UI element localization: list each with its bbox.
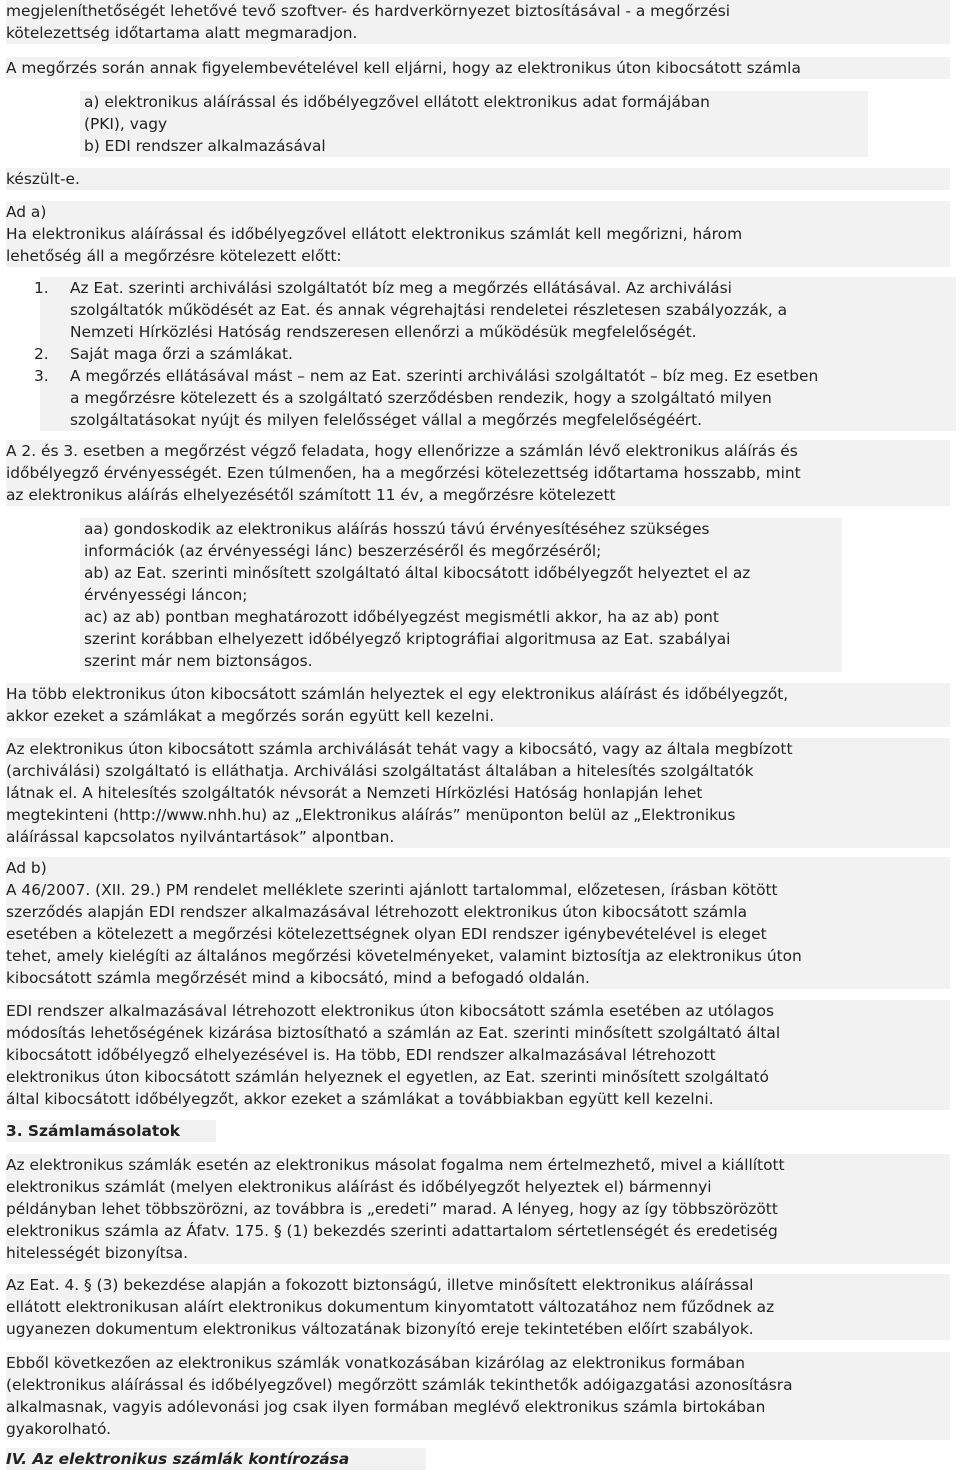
text-line: akkor ezeket a számlákat a megőrzés során együtt kell kezelni. (6, 707, 495, 725)
text-line: EDI rendszer alkalmazásával létrehozott elektronikus úton kibocsátott számla esetében az utólagos (6, 1002, 775, 1020)
ad-a-title: Ad a) (6, 203, 47, 221)
list-item (34, 277, 956, 343)
text-line: hitelességét bizonyítsa. (6, 1244, 189, 1262)
text-line: Saját maga őrzi a számlákat. (70, 345, 293, 363)
text-line: készült-e. (6, 170, 80, 188)
sublist-line: ab) az Eat. szerinti minősített szolgáltató által kibocsátott időbélyegzőt helyeztet el az (84, 564, 751, 582)
text-line: elektronikus úton kibocsátott számlán helyeznek el egyetlen, az Eat. szerinti minősített szolgáltató (6, 1068, 769, 1086)
intro2-paragraph (6, 57, 950, 79)
text-line: esetében a kötelezett a megőrzési kötelezettségnek olyan EDI rendszer igénybevételével is eleget (6, 925, 767, 943)
list-item (34, 343, 956, 365)
text-line: az elektronikus aláírás elhelyezésétől számított 11 év, a megőrzésre kötelezett (6, 486, 616, 504)
ad-b-section (6, 857, 950, 989)
text-line: kibocsátott számla megőrzését mind a kibocsátó, mind a befogadó oldalán. (6, 969, 590, 987)
text-line: módosítás lehetőségének kizárása biztosítható a számlán az Eat. szerinti minősített szolgáltató által (6, 1024, 781, 1042)
text-line: kibocsátott időbélyegző elhelyezésével is. Ha több, EDI rendszer alkalmazásával létrehozott (6, 1046, 716, 1064)
text-line: által kibocsátott időbélyegzőt, akkor ezeket a számlákat a továbbiakban együtt kell kezelni. (6, 1090, 714, 1108)
list-item (34, 365, 956, 431)
section-heading-4 (6, 1448, 426, 1470)
text-line: alkalmasnak, vagyis adólevonási jog csak ilyen formában meglévő elektronikus számla birtokában (6, 1398, 766, 1416)
text-line: példányban lehet többszörözni, az továbbra is „eredeti” marad. A lényeg, hogy az így többszörözött (6, 1200, 778, 1218)
text-line: (elektronikus aláírással és időbélyegzővel) megőrzött számlák tekinthetők adóigazgatási azonosításra (6, 1376, 793, 1394)
intro-paragraph (6, 0, 950, 44)
sublist-line: ac) az ab) pontban meghatározott időbélyegzést megismétli akkor, ha az ab) pont (84, 608, 719, 626)
sublist-line: szerint már nem biztonságos. (84, 652, 313, 670)
sublist-line: aa) gondoskodik az elektronikus aláírás hosszú távú érvényesítéséhez szükséges (84, 520, 710, 538)
keszult-line (6, 168, 950, 190)
sublist-line: érvényességi láncon; (84, 586, 248, 604)
text-line: kötelezettség időtartama alatt megmaradjon. (6, 24, 358, 42)
text-line: Az elektronikus úton kibocsátott számla archiválását tehát vagy a kibocsátó, vagy az általa megbízott (6, 740, 793, 758)
ebbol-paragraph (6, 1352, 950, 1440)
heading-text: 3. Számlamásolatok (6, 1120, 216, 1142)
text-line: szolgáltatásokat nyújt és milyen felelősséget vállal a megőrzés megfelelőségéért. (70, 411, 703, 429)
edi-paragraph (6, 1000, 950, 1110)
text-line: ugyanezen dokumentum elektronikus változatának bizonyító ereje tekintetében előírt szabályok. (6, 1320, 754, 1338)
a23-paragraph (6, 440, 950, 506)
text-line: A 2. és 3. esetben a megőrzést végző feladata, hogy ellenőrizze a számlán lévő elektronikus aláírás és (6, 442, 798, 460)
text-line: elektronikus számla az Áfatv. 175. § (1) bekezdés szerinti adattartalom sértetlenségét és eredetiség (6, 1222, 778, 1240)
sublist-box (80, 518, 842, 672)
eat4-paragraph (6, 1274, 950, 1340)
options-box (80, 91, 868, 157)
text-line: Az Eat. szerinti archiválási szolgáltatót bíz meg a megőrzés ellátásával. Az archiválási (70, 279, 732, 297)
text-line: látnak el. A hitelesítés szolgáltatók névsorát a Nemzeti Hírközlési Hatóság honlapján lehet (6, 784, 703, 802)
numbered-list (34, 277, 956, 431)
masolat-paragraph (6, 1154, 950, 1264)
text-line: Nemzeti Hírközlési Hatóság rendszeresen ellenőrzi a működésük megfelelőségét. (70, 323, 697, 341)
text-line: időbélyegző érvényességét. Ezen túlmenően, ha a megőrzési kötelezettség időtartama hosszabb, mint (6, 464, 801, 482)
ad-a-section (6, 201, 950, 267)
text-line: szolgáltatók működését az Eat. és annak végrehajtási rendeletei részletesen szabályozzák, a (70, 301, 788, 319)
archival-paragraph (6, 738, 950, 848)
text-line: Az elektronikus számlák esetén az elektronikus másolat fogalma nem értelmezhető, mivel a kiállított (6, 1156, 785, 1174)
text-line: megjeleníthetőségét lehetővé tevő szoftver- és hardverkörnyezet biztosításával - a megőrzési (6, 2, 730, 20)
option-line: b) EDI rendszer alkalmazásával (84, 137, 326, 155)
option-line: (PKI), vagy (84, 115, 168, 133)
text-line: A megőrzés során annak figyelembevételével kell eljárni, hogy az elektronikus úton kibocsátott számla (6, 59, 801, 77)
tobb-paragraph (6, 683, 950, 727)
text-line: Ha több elektronikus úton kibocsátott számlán helyeztek el egy elektronikus aláírást és időbélyegzőt, (6, 685, 789, 703)
option-line: a) elektronikus aláírással és időbélyegzővel ellátott elektronikus adat formájában (84, 93, 710, 111)
text-line: elektronikus számlát (melyen elektronikus aláírást és időbélyegzőt helyeztek el) bármennyi (6, 1178, 712, 1196)
text-line: aláírással kapcsolatos nyilvántartások” alpontban. (6, 828, 395, 846)
text-line: tehet, amely kielégíti az általános megőrzési követelményeket, valamint biztosítja az elektronikus úton (6, 947, 802, 965)
text-line: A 46/2007. (XII. 29.) PM rendelet melléklete szerinti ajánlott tartalommal, előzetesen, írásban kötött (6, 881, 778, 899)
sublist-line: információk (az érvényességi lánc) beszerzéséről és megőrzéséről; (84, 542, 602, 560)
text-line: Az Eat. 4. § (3) bekezdése alapján a fokozott biztonságú, illetve minősített elektronikus aláírással (6, 1276, 754, 1294)
sublist-line: szerint korábban elhelyezett időbélyegző kriptográfiai algoritmusa az Eat. szabályai (84, 630, 731, 648)
heading-text: IV. Az elektronikus számlák kontírozása (6, 1448, 426, 1470)
text-line: ellátott elektronikusan aláírt elektronikus dokumentum kinyomtatott változatához nem fűződnek az (6, 1298, 775, 1316)
text-line: (archiválási) szolgáltató is elláthatja. Archiválási szolgáltatást általában a hitelesítés szolgáltatók (6, 762, 754, 780)
text-line: gyakorolható. (6, 1420, 112, 1438)
text-line: szerződés alapján EDI rendszer alkalmazásával létrehozott elektronikus úton kibocsátott számla (6, 903, 748, 921)
text-line: Ebből következően az elektronikus számlák vonatkozásában kizárólag az elektronikus formában (6, 1354, 745, 1372)
text-line: A megőrzés ellátásával mást – nem az Eat. szerinti archiválási szolgáltatót – bíz meg. Ez esetben (70, 367, 819, 385)
text-line: lehetőség áll a megőrzésre kötelezett előtt: (6, 247, 342, 265)
ad-b-title: Ad b) (6, 859, 47, 877)
list-number: 1. (34, 279, 49, 297)
text-line: Ha elektronikus aláírással és időbélyegzővel ellátott elektronikus számlát kell megőrizni, három (6, 225, 743, 243)
text-line: a megőrzésre kötelezett és a szolgáltató szerződésben rendezik, hogy a szolgáltató milyen (70, 389, 772, 407)
section-heading-3 (6, 1120, 216, 1142)
list-number: 3. (34, 367, 49, 385)
list-number: 2. (34, 345, 49, 363)
text-line: megtekinteni (http://www.nhh.hu) az „Elektronikus aláírás” menüponton belül az „Elektronikus (6, 806, 736, 824)
